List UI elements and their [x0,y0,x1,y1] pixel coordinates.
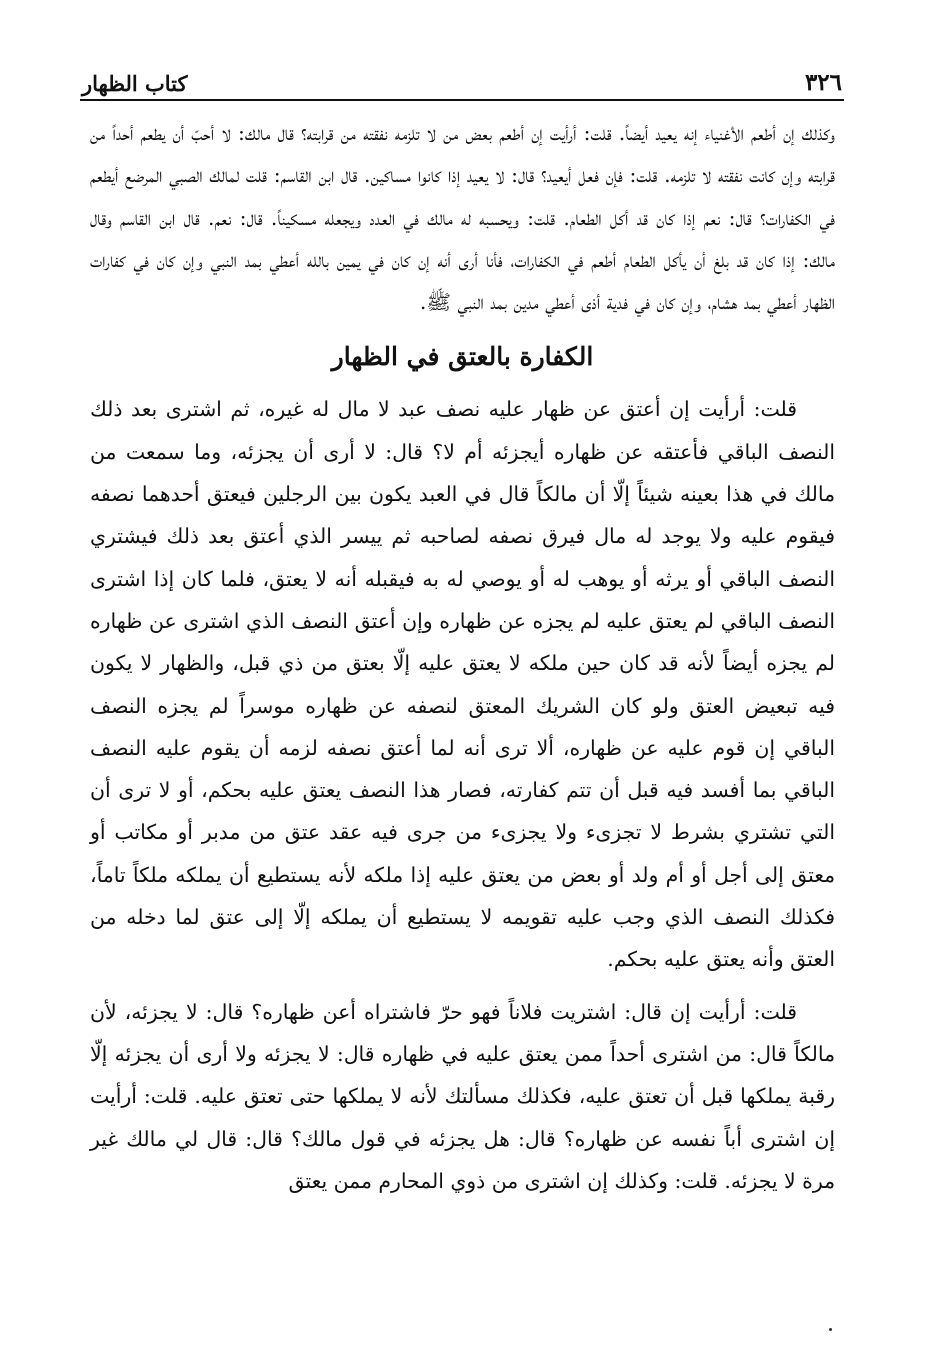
page-number: ٣٢٦ [804,69,842,96]
page-header [82,58,842,96]
scan-speck [829,1328,832,1331]
page-body [90,112,835,1202]
section-heading: الكفارة بالعتق في الظهار [331,342,594,372]
paragraph-1: وكذلك إن أطعم الأغنياء إنه يعيد أيضاً. قلت: أرأيت إن أطعم بعض من لا تلزمه نفقته من قرابته؟ قال مالك: لا أحبّ أن يطعم أحداً من قرابته وإن كانت نفقته لا تلزمه. قلت: فإن فعل أيعيد؟ قال: لا يعيد إذا كانوا مساكين. قال ابن القاسم: قلت لمالك الصبي المرضع أيطعم في الكفارات؟ قال: نعم إذا كان قد أكل الطعام. قلت: ويحسبه له مالك في العدد ويجعله مسكيناً. قال: نعم. قال ابن القاسم وقال مالك: إذا كان قد بلغ أن يأكل الطعام أطعم في الكفارات، فأنا أرى أنه إن كان في يمين بالله أعطي بمد النبي وإن كان في كفارات الظهار أعطي بمد هشام، وإن كان في فدية أذى أعطي مدين بمد النبي ﷺ. [90,121,835,315]
paragraph-2: قلت: أرأيت إن أعتق عن ظهار عليه نصف عبد لا مال له غيره، ثم اشترى بعد ذلك النصف الباقي فأعتقه عن ظهاره أيجزئه أم لا؟ قال: لا أرى أن يجزئه، وما سمعت من مالك في هذا بعينه شيئاً إلّا أن مالكاً قال في العبد يكون بين الرجلين فيعتق أحدهما نصفه فيقوم عليه ولا يوجد له مال فيرق نصفه لصاحبه ثم ييسر الذي أعتق بعد ذلك فيشتري النصف الباقي أو يرثه أو يوهب له أو يوصي له به فيقبله أنه لا يعتق، فلما كان إذا اشترى النصف الباقي لم يعتق عليه لم يجزه عن ظهاره وإن أعتق النصف الذي اشترى عن ظهاره لم يجزه أيضاً لأنه قد كان حين ملكه لا يعتق عليه إلّا بعتق من ذي قبل، والظهار لا يكون فيه تبعيض العتق ولو كان الشريك المعتق لنصفه عن ظهاره موسراً لم يجزه النصف الباقي إن قوم عليه عن ظهاره، ألا ترى أنه لما أعتق نصفه لزمه أن يقوم عليه النصف الباقي بما أفسد فيه قبل أن تتم كفارته، فصار هذا النصف يعتق عليه بحكم، أو لا ترى أن التي تشتري بشرط لا تجزىء ولا يجزىء من جرى فيه عقد عتق من مدبر أو مكاتب أو معتق إلى أجل أو أم ولد أو بعض من يعتق عليه إذا ملكه لأنه يستطيع أن يملكه ملكاً تاماً، فكذلك النصف الذي وجب عليه تقويمه لا يستطيع أن يملكه إلّا إلى عتق لما دخله من العتق وأنه يعتق عليه بحكم. [90,397,835,972]
header-rule [80,99,844,101]
paragraph-gap [90,981,835,991]
running-title: كتاب الظهار [82,71,188,96]
paragraph-3: قلت: أرأيت إن قال: اشتريت فلاناً فهو حرّ فاشتراه أعن ظهاره؟ قال: لا يجزئه، لأن مالكاً قال: من اشترى أحداً ممن يعتق عليه في ظهاره قال: لا يجزئه ولا أرى أن يجزئه إلّا رقبة يملكها قبل أن تعتق عليه، فكذلك مسألتك لأنه لا يملكها حتى تعتق عليه. قلت: أرأيت إن اشترى أباً نفسه عن ظهاره؟ قال: هل يجزئه في قول مالك؟ قال: قال لي مالك غير مرة لا يجزئه. قلت: وكذلك إن اشترى من ذوي المحارم ممن يعتق [90,999,835,1193]
